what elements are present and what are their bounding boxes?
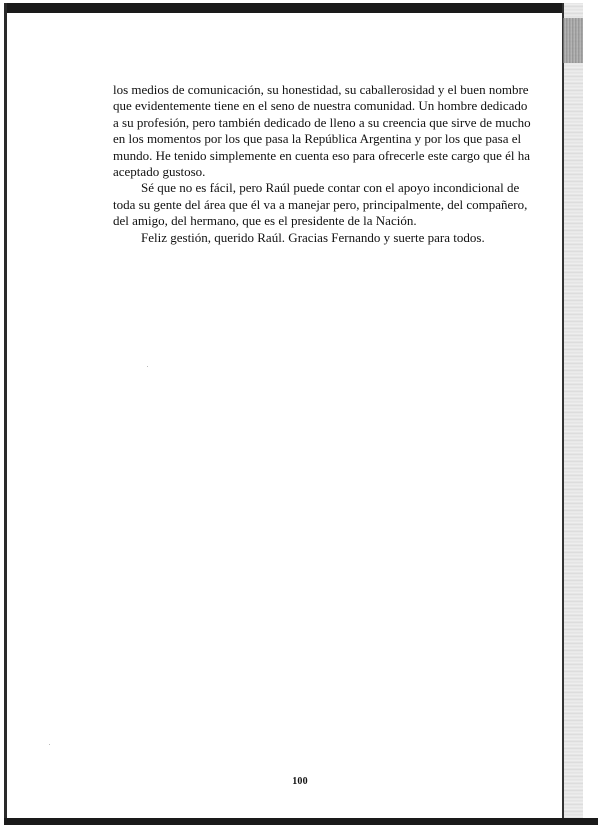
scan-border-top [4,3,566,13]
page-number: 100 [292,776,308,787]
scan-smudge [563,18,583,63]
scan-border-right-inner [562,3,564,823]
scan-margin-right [583,3,597,823]
scan-border-bottom [4,818,598,825]
paragraph-3: Feliz gestión, querido Raúl. Gracias Fernando y suerte para todos. [141,229,485,245]
page-body [113,82,533,246]
scan-speck [147,366,148,367]
scan-border-right [562,3,584,823]
scan-border-left [4,3,7,821]
paragraph-1: los medios de comunicación, su honestidad, su caballerosidad y el buen nombre que evidentemente tiene en el seno de nuestra comunidad. Un hombre dedicado a su profesión, pero también dedicado de lleno a su creencia que sirve de mucho en los momentos por los que pasa la República Argentina y por los que pasa el mundo. He tenido simplemente en cuenta eso para ofrecerle este cargo que él ha aceptado gustoso. [113,82,531,180]
paragraph-2: Sé que no es fácil, pero Raúl puede contar con el apoyo incondicional de toda su gente del área que él va a manejar pero, principalmente, del compañero, del amigo, del hermano, que es el presidente de la Nación. [113,180,528,229]
scan-speck [49,744,50,745]
